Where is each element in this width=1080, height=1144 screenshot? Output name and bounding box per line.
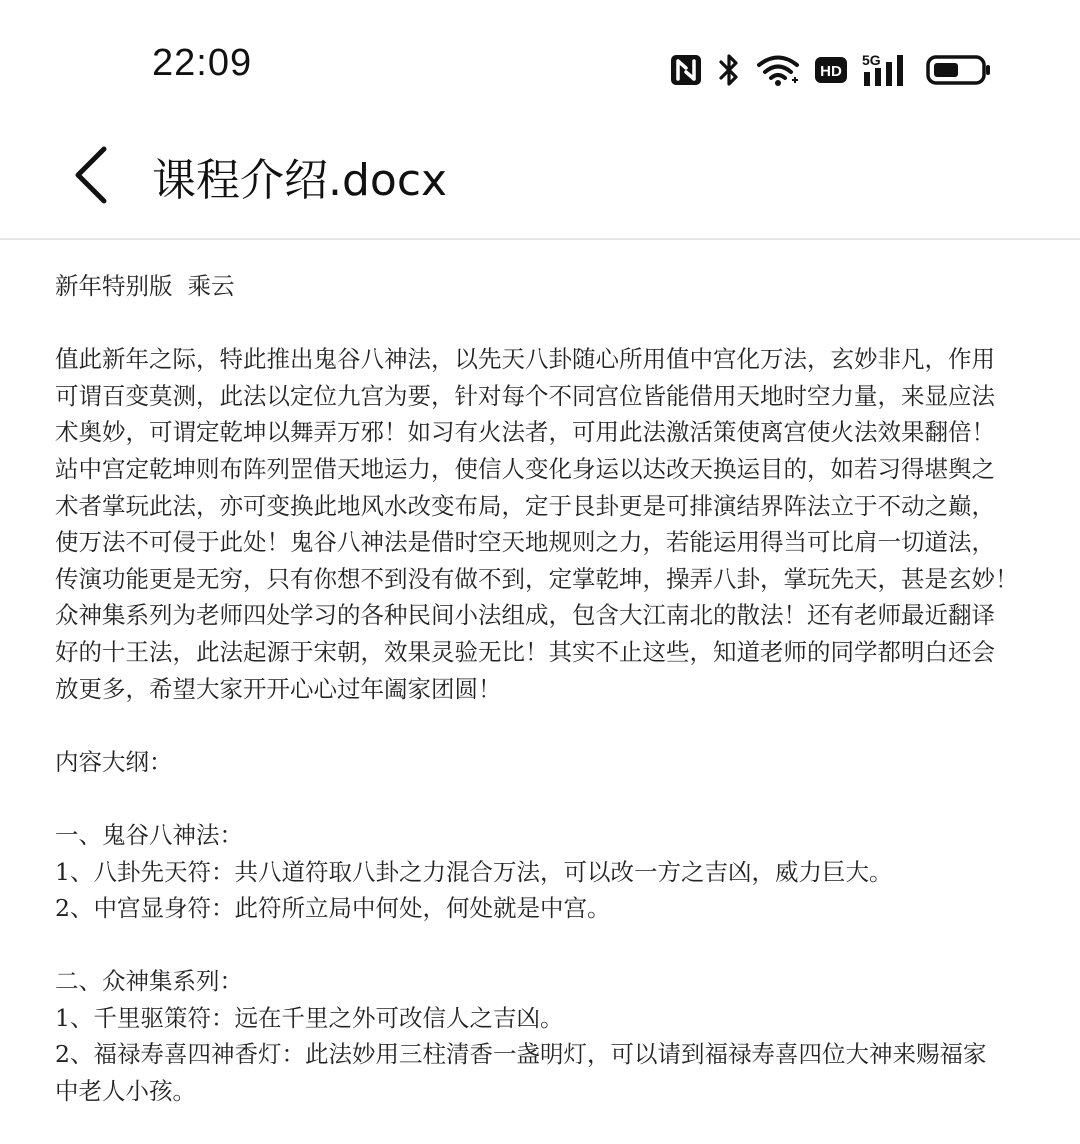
document-heading: 新年特别版 乘云 — [55, 272, 235, 300]
intro-line: 传演功能更是无穷，只有你想不到没有做不到，定掌乾坤，操弄八卦，掌玩先天，甚是玄妙！ — [55, 564, 1019, 593]
spacer — [55, 927, 1045, 964]
outline-heading: 内容大纲： — [55, 747, 173, 776]
section-title: 一、鬼谷八神法： — [55, 820, 243, 849]
hd-label: HD — [820, 63, 842, 80]
hd-icon — [814, 55, 848, 85]
spacer — [55, 707, 1045, 744]
status-time: 22:09 — [152, 42, 253, 84]
status-bar — [0, 0, 1080, 130]
intro-line: 使万法不可侵于此处！鬼谷八神法是借时空天地规则之力，若能运用得当可比肩一切道法， — [55, 528, 995, 557]
intro-line: 站中宫定乾坤则布阵列罡借天地运力，使信人变化身运以达改天换运目的，如若习得堪舆之 — [55, 454, 995, 483]
back-button[interactable] — [60, 140, 120, 210]
wifi-icon — [756, 54, 800, 86]
5g-signal-icon — [862, 52, 912, 88]
bluetooth-icon — [716, 53, 742, 87]
section-title: 二、众神集系列： — [55, 967, 243, 996]
section-item: 2、福禄寿喜四神香灯：此法妙用三柱清香一盏明灯，可以请到福禄寿喜四位大神来赐福家 — [55, 1040, 987, 1069]
section-item: 2、中宫显身符：此符所立局中何处，何处就是中宫。 — [55, 894, 611, 923]
intro-line: 术奥妙，可谓定乾坤以舞弄万邪！如习有火法者，可用此法激活策使离宫使火法效果翻倍！ — [55, 418, 995, 447]
spacer — [55, 780, 1045, 817]
status-icons — [670, 50, 992, 90]
section-item: 中老人小孩。 — [55, 1077, 196, 1106]
network-label: 5G — [862, 52, 881, 68]
app-bar — [0, 130, 1080, 240]
intro-line: 术者掌玩此法，亦可变换此地风水改变布局，定于艮卦更是可排演结界阵法立于不动之巅， — [55, 491, 995, 520]
document-body — [55, 268, 1045, 1110]
intro-line: 值此新年之际，特此推出鬼谷八神法，以先天八卦随心所用值中宫化万法，玄妙非凡，作用 — [55, 345, 995, 374]
spacer — [55, 305, 1045, 342]
document-title: 课程介绍.docx — [152, 155, 448, 206]
intro-line: 好的十王法，此法起源于宋朝，效果灵验无比！其实不止这些，知道老师的同学都明白还会 — [55, 637, 995, 666]
intro-line: 放更多，希望大家开开心心过年阖家团圆！ — [55, 674, 502, 703]
section-item: 1、八卦先天符：共八道符取八卦之力混合万法，可以改一方之吉凶，威力巨大。 — [55, 857, 893, 886]
battery-icon — [926, 54, 992, 86]
section-item: 1、千里驱策符：远在千里之外可改信人之吉凶。 — [55, 1003, 564, 1032]
intro-line: 可谓百变莫测，此法以定位九宫为要，针对每个不同宫位皆能借用天地时空力量，来显应法 — [55, 381, 995, 410]
intro-line: 众神集系列为老师四处学习的各种民间小法组成，包含大江南北的散法！还有老师最近翻译 — [55, 601, 995, 630]
chevron-left-icon — [72, 145, 108, 205]
nfc-icon — [670, 54, 702, 86]
